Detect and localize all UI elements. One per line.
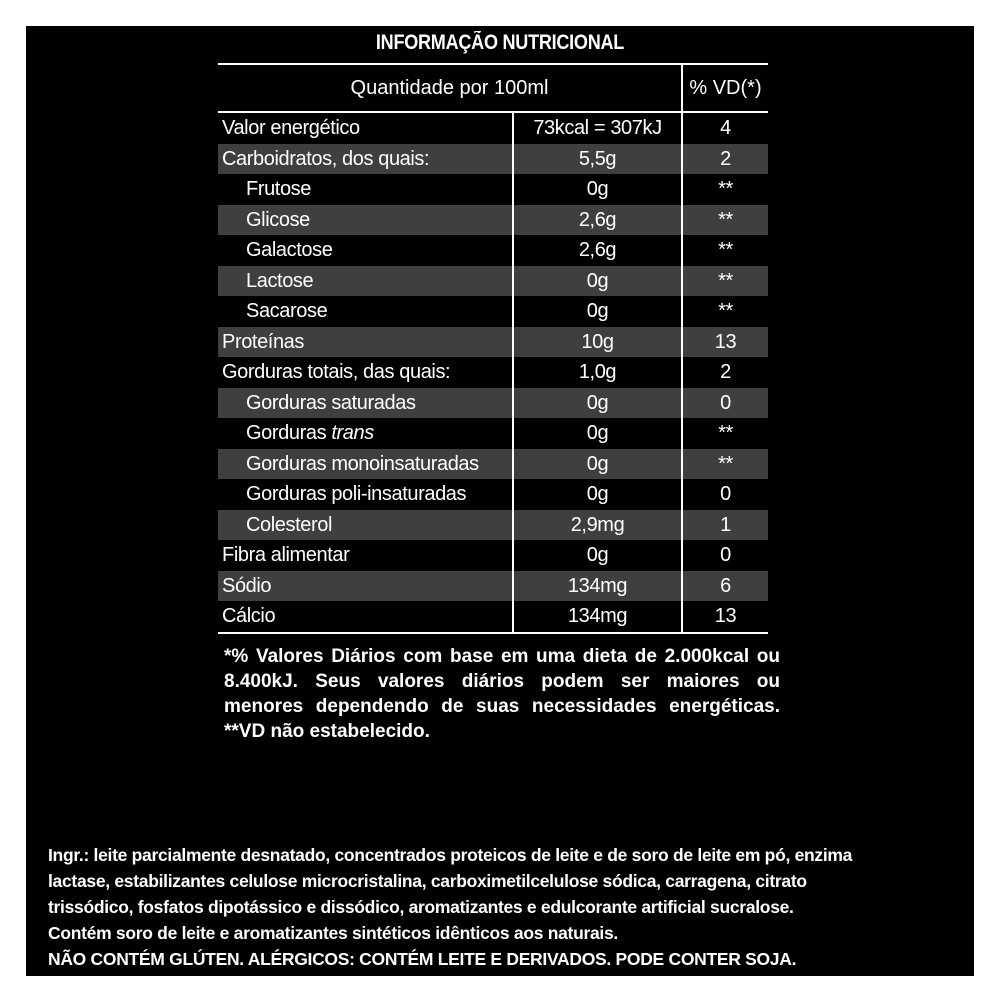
table-row <box>218 296 768 327</box>
nutrient-name: Lactose <box>246 269 314 292</box>
nutrient-name: Cálcio <box>222 605 276 627</box>
nutrient-amount: 10g <box>512 327 683 358</box>
nutrient-amount: 0g <box>512 388 683 419</box>
nutrient-vd: ** <box>718 452 733 475</box>
nutrient-vd: 4 <box>720 117 731 139</box>
nutrient-name: Frutose <box>246 178 312 200</box>
nutrient-name: Carboidratos, dos quais: <box>222 147 430 170</box>
nutrient-vd: 13 <box>714 605 737 627</box>
table-row <box>218 357 768 388</box>
nutrient-name <box>218 418 512 449</box>
table-row <box>218 144 768 175</box>
nutrient-name-italic: trans <box>331 422 374 444</box>
nutrient-vd: ** <box>718 422 733 444</box>
nutrient-name: Glicose <box>246 208 310 231</box>
table-row <box>218 418 768 449</box>
nutrient-vd: ** <box>718 178 733 200</box>
nutrient-amount: 2,6g <box>512 205 683 236</box>
vd-header: % VD(*) <box>689 77 762 99</box>
nutrient-vd: ** <box>718 300 733 322</box>
nutrient-name: Gorduras saturadas <box>246 391 416 414</box>
ingredients-line: lactase, estabilizantes celulose microcristalina, carboximetilcelulose sódica, carragena, citrato <box>48 871 807 891</box>
table-row <box>218 388 768 419</box>
nutrient-amount: 0g <box>512 540 683 571</box>
nutrient-name: Fibra alimentar <box>222 544 350 566</box>
nutrient-name-prefix: Gorduras <box>246 422 332 444</box>
nutrient-amount: 0g <box>512 418 683 449</box>
nutrient-name: Gorduras monoinsaturadas <box>246 452 479 475</box>
table-row <box>218 479 768 510</box>
nutrient-vd: 2 <box>720 147 731 170</box>
allergen-notice: NÃO CONTÉM GLÚTEN. ALÉRGICOS: CONTÉM LEITE E DERIVADOS. PODE CONTER SOJA. <box>48 949 797 969</box>
ingredients-line: Ingr.: leite parcialmente desnatado, concentrados proteicos de leite e de soro de leite em pó, enzima <box>48 845 853 865</box>
ingredients-line: trissódico, fosfatos dipotássico e dissódico, aromatizantes e edulcorante artificial sucralose. <box>48 897 794 917</box>
label-title: INFORMAÇÃO NUTRICIONAL <box>375 31 625 54</box>
nutrient-vd: 1 <box>720 513 731 536</box>
table-row <box>218 571 768 602</box>
nutrient-vd: ** <box>718 208 733 231</box>
table-row <box>218 327 768 358</box>
table-row <box>218 205 768 236</box>
nutrient-amount: 5,5g <box>512 144 683 175</box>
nutrient-vd: ** <box>718 239 733 261</box>
nutrient-amount: 2,6g <box>512 235 683 266</box>
nutrient-vd: 6 <box>720 574 731 597</box>
nutrient-amount: 0g <box>512 296 683 327</box>
nutrient-name: Galactose <box>246 239 333 261</box>
table-row <box>218 266 768 297</box>
table-row <box>218 540 768 571</box>
nutrient-amount: 1,0g <box>512 357 683 388</box>
nutrient-vd: ** <box>718 269 733 292</box>
quantity-header: Quantidade por 100ml <box>218 65 683 111</box>
nutrient-amount: 0g <box>512 266 683 297</box>
nutrient-name: Sacarose <box>246 300 328 322</box>
nutrient-amount: 0g <box>512 479 683 510</box>
nutrient-vd: 13 <box>714 330 737 353</box>
nutrient-name: Sódio <box>222 574 272 597</box>
nutrient-vd: 0 <box>720 483 731 505</box>
nutrient-vd: 0 <box>720 544 731 566</box>
nutrient-amount: 0g <box>512 174 683 205</box>
nutrient-amount: 134mg <box>512 571 683 602</box>
table-row <box>218 449 768 480</box>
nutrient-name: Proteínas <box>222 330 305 353</box>
contains-notice: Contém soro de leite e aromatizantes sintéticos idênticos aos naturais. <box>48 923 618 943</box>
table-row <box>218 174 768 205</box>
nutrient-name: Gorduras totais, das quais: <box>222 361 451 383</box>
nutrient-amount: 73kcal = 307kJ <box>512 113 683 144</box>
nutrient-name: Valor energético <box>222 117 360 139</box>
ingredients-block <box>48 842 964 972</box>
daily-values-footnote: *% Valores Diários com base em uma dieta de 2.000kcal ou 8.400kJ. Seus valores diários podem ser maiores ou menores dependendo de suas necessidades energéticas. **VD não estabelecido. <box>224 646 780 742</box>
nutrient-vd: 2 <box>720 361 731 383</box>
nutrient-amount: 0g <box>512 449 683 480</box>
nutrient-amount: 134mg <box>512 601 683 632</box>
nutrient-amount: 2,9mg <box>512 510 683 541</box>
table-row <box>218 510 768 541</box>
nutrient-name: Gorduras poli-insaturadas <box>246 483 467 505</box>
nutrient-name: Colesterol <box>246 513 333 536</box>
table-header <box>218 65 768 113</box>
nutrition-label-panel <box>26 26 974 976</box>
table-row <box>218 601 768 632</box>
nutrient-vd: 0 <box>720 391 731 414</box>
table-row <box>218 113 768 144</box>
table-row <box>218 235 768 266</box>
nutrition-table <box>218 63 768 634</box>
